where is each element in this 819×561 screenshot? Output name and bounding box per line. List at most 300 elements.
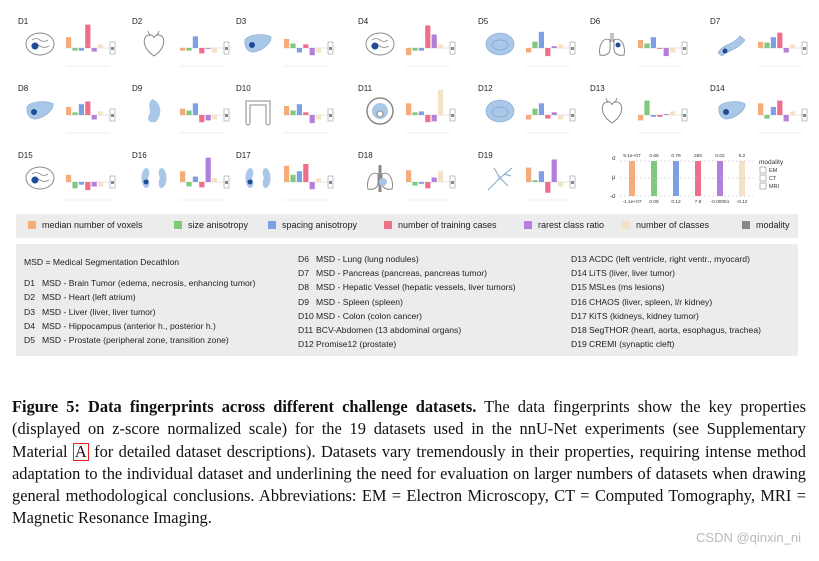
fingerprint-bars-d4 xyxy=(406,14,456,70)
modality-mark xyxy=(683,114,686,117)
bar-voxels xyxy=(180,109,185,115)
abbr-entry-d1 xyxy=(24,276,256,290)
dataset-id-label: D6 xyxy=(590,17,601,26)
brain-icon xyxy=(24,162,56,194)
figure-panel xyxy=(14,4,801,384)
abbr-id: D9 xyxy=(298,296,309,307)
modality-mark xyxy=(111,114,114,117)
bar-classes xyxy=(98,111,103,115)
bar-classes xyxy=(438,90,443,115)
bar-classes xyxy=(98,182,103,187)
abbr-id: D4 xyxy=(24,320,35,331)
bar-classes xyxy=(212,48,217,53)
bar-spacing xyxy=(539,171,544,182)
bar-training xyxy=(85,182,90,190)
modality-mark xyxy=(111,181,114,184)
modality-mark xyxy=(571,114,574,117)
bar-anisotropy xyxy=(532,109,537,115)
key-top-label: 9.1e+07 xyxy=(623,154,641,159)
bar-spacing xyxy=(539,103,544,115)
bar-voxels xyxy=(66,107,71,115)
bar-spacing xyxy=(297,104,302,115)
modality-mark xyxy=(683,47,686,50)
bar-voxels xyxy=(66,37,71,48)
abbr-text: ACDC (left ventricle, right ventr., myocard) xyxy=(589,254,750,264)
bar-rarest xyxy=(552,160,557,183)
abbr-text: CHAOS (liver, spleen, l/r kidney) xyxy=(589,296,713,307)
dataset-id-label: D11 xyxy=(358,84,373,93)
abbr-entry-d19 xyxy=(571,337,761,351)
abbr-id: D13 xyxy=(571,254,587,264)
bar-classes xyxy=(670,48,675,53)
bar-anisotropy xyxy=(290,175,295,182)
key-bottom-label: 0.12 xyxy=(671,200,681,205)
dataset-cell-d15 xyxy=(14,144,122,206)
fingerprint-bars-d12 xyxy=(526,81,576,137)
bar-rarest xyxy=(664,48,669,56)
key-top-label: 0.79 xyxy=(671,154,681,159)
legend-item-classes xyxy=(622,220,709,230)
heart-icon xyxy=(596,95,628,127)
dataset-cell-d10 xyxy=(232,77,340,139)
abbr-text: MSD - Heart (left atrium) xyxy=(42,292,136,303)
key-y-mu: μ xyxy=(612,175,616,181)
dataset-id-label: D18 xyxy=(358,151,373,160)
dataset-id-label: D10 xyxy=(236,84,251,93)
modality-mark xyxy=(451,181,454,184)
bar-spacing xyxy=(297,48,302,53)
key-bottom-label: 0.08 xyxy=(649,200,659,205)
dataset-cell-d5 xyxy=(474,10,582,72)
key-bottom-label: 7.8 xyxy=(694,200,702,205)
abbr-entry-d7 xyxy=(298,266,516,280)
bar-spacing xyxy=(651,37,656,48)
caption-text-2: for detailed dataset descriptions). Datasets vary tremendously in their properties, requiring intense method adaptation to the individual dataset and underlining the need for evaluation on larger numbers of datasets when drawing general methodological conclusions. Abbreviations: EM = Electron Microscopy, CT = Computed Tomography, MRI = Magnetic Resonance Imaging. xyxy=(12,441,806,528)
dataset-id-label: D8 xyxy=(18,84,29,93)
fingerprint-bars-d3 xyxy=(284,14,334,70)
dataset-cell-d1 xyxy=(14,10,122,72)
supplementary-ref-link[interactable]: A xyxy=(74,441,87,461)
dataset-cell-d9 xyxy=(128,77,236,139)
dataset-id-label: D13 xyxy=(590,84,605,93)
abbr-column-1 xyxy=(24,252,256,347)
abbr-entry-d10 xyxy=(298,309,516,323)
dataset-cell-d4 xyxy=(354,10,462,72)
dataset-cell-d12 xyxy=(474,77,582,139)
bar-training xyxy=(199,48,204,53)
bar-training xyxy=(545,48,550,56)
dataset-cell-d17 xyxy=(232,144,340,206)
bar-classes xyxy=(316,178,321,182)
key-bottom-label: -0.12 xyxy=(736,200,748,205)
bar-spacing xyxy=(771,107,776,115)
legend-item-rarest xyxy=(524,220,604,230)
bar-voxels xyxy=(284,106,289,115)
abbr-text: KiTS (kidneys, kidney tumor) xyxy=(589,310,699,321)
abbr-id: D11 xyxy=(298,325,314,336)
abbr-text: SegTHOR (heart, aorta, esophagus, trachea) xyxy=(589,325,761,336)
dataset-id-label: D7 xyxy=(710,17,721,26)
abbr-id: D6 xyxy=(298,254,309,264)
key-y-minus-sigma: -σ xyxy=(610,194,616,200)
bar-anisotropy xyxy=(290,44,295,49)
bar-rarest xyxy=(784,48,789,53)
abbr-entry-d6 xyxy=(298,252,516,266)
bar-spacing xyxy=(193,103,198,115)
bar-voxels xyxy=(758,103,763,115)
dataset-id-label: D16 xyxy=(132,151,147,160)
modality-mark xyxy=(329,181,332,184)
bar-anisotropy xyxy=(186,48,191,51)
bar-rarest xyxy=(310,182,315,189)
abbr-id: D3 xyxy=(24,306,35,317)
abbr-text: MSD - Colon (colon cancer) xyxy=(316,310,423,321)
key-bar-classes xyxy=(739,161,745,196)
bar-spacing xyxy=(651,115,656,117)
bar-anisotropy xyxy=(72,112,77,115)
abbr-text: MSD - Hippocampus (anterior h., posterior h.) xyxy=(42,320,216,331)
bar-rarest xyxy=(206,48,211,49)
bar-training xyxy=(545,115,550,119)
dataset-cell-d14 xyxy=(706,77,814,139)
dataset-cell-d18 xyxy=(354,144,462,206)
bar-classes xyxy=(438,44,443,48)
legend-swatch xyxy=(384,221,392,229)
abbr-id: D5 xyxy=(24,335,35,346)
bar-voxels xyxy=(638,115,643,120)
dataset-cell-d16 xyxy=(128,144,236,206)
dataset-cell-d19 xyxy=(474,144,582,206)
bar-voxels xyxy=(66,175,71,182)
key-top-label: 5.2 xyxy=(738,154,746,159)
bar-spacing xyxy=(79,182,84,185)
abbr-text: MSD - Prostate (peripheral zone, transition zone) xyxy=(42,335,229,346)
bar-anisotropy xyxy=(72,48,77,51)
fingerprint-bars-d9 xyxy=(180,81,230,137)
abbr-id: D14 xyxy=(571,268,587,279)
fingerprint-bars-d11 xyxy=(406,81,456,137)
abbr-text: MSD - Hepatic Vessel (hepatic vessels, liver tumors) xyxy=(316,282,516,293)
abbr-entry-d11 xyxy=(298,323,516,337)
caption-label: Figure 5: xyxy=(12,397,80,416)
bar-classes xyxy=(316,115,321,120)
fingerprint-bars-d10 xyxy=(284,81,334,137)
bar-training xyxy=(425,182,430,188)
fingerprint-bars-d7 xyxy=(758,14,808,70)
dataset-cell-d13 xyxy=(586,77,694,139)
key-modality-box xyxy=(760,175,766,181)
bar-rarest xyxy=(92,182,97,187)
bar-training xyxy=(303,112,308,115)
bar-anisotropy xyxy=(532,42,537,48)
abbr-id: D15 xyxy=(571,282,587,293)
abbr-id: D1 xyxy=(24,278,35,289)
abbr-entry-d3 xyxy=(24,305,256,319)
abbr-text: LiTS (liver, liver tumor) xyxy=(589,268,675,279)
abbr-text: MSD - Brain Tumor (edema, necrosis, enhancing tumor) xyxy=(42,278,256,289)
modality-mark xyxy=(111,47,114,50)
abbr-id: D16 xyxy=(571,296,587,307)
abbr-text: BCV-Abdomen (13 abdominal organs) xyxy=(316,325,462,336)
abbr-text: MSD - Lung (lung nodules) xyxy=(316,254,419,264)
legend-item-modality xyxy=(742,220,790,230)
bar-training xyxy=(777,33,782,48)
dataset-cell-d3 xyxy=(232,10,340,72)
abbr-entry-d14 xyxy=(571,266,761,280)
abbr-entry-d12 xyxy=(298,337,516,351)
thorax-icon xyxy=(364,162,396,194)
bar-spacing xyxy=(771,37,776,48)
caption-text-1: The data fingerprints show the key properties (displayed on z-score normalized scale) for the 19 datasets used in the nnU-Net experiments (see Supplementary Material xyxy=(12,397,806,461)
legend-label: number of training cases xyxy=(398,220,497,230)
key-chart xyxy=(608,148,798,206)
key-modality-title: modality xyxy=(759,159,784,166)
abbr-id: D19 xyxy=(571,339,587,350)
fingerprint-bars-d8 xyxy=(66,81,116,137)
bar-voxels xyxy=(284,39,289,48)
dataset-cell-d11 xyxy=(354,77,462,139)
abbr-entry-d4 xyxy=(24,319,256,333)
bar-anisotropy xyxy=(412,182,417,186)
fingerprint-bars-d15 xyxy=(66,148,116,204)
dataset-cell-d8 xyxy=(14,77,122,139)
abbr-entry-d17 xyxy=(571,309,761,323)
abbr-id: D12 xyxy=(298,339,314,350)
bar-rarest xyxy=(310,48,315,55)
bar-anisotropy xyxy=(186,111,191,116)
abbr-id: D18 xyxy=(571,325,587,336)
key-top-label: 0.02 xyxy=(715,154,725,159)
bar-training xyxy=(545,182,550,193)
key-modality-box xyxy=(760,183,766,189)
abbr-id: D7 xyxy=(298,268,309,279)
bar-training xyxy=(425,115,430,122)
bar-training xyxy=(777,101,782,115)
bar-rarest xyxy=(92,115,97,120)
abbr-entry-d2 xyxy=(24,290,256,304)
brain-icon xyxy=(364,28,396,60)
liver-icon xyxy=(242,28,274,60)
key-bottom-label: -1.1e+07 xyxy=(622,200,642,205)
bar-voxels xyxy=(526,168,531,182)
dataset-id-label: D2 xyxy=(132,17,143,26)
legend-item-voxels xyxy=(28,220,143,230)
watermark: CSDN @qinxin_ni xyxy=(696,530,801,545)
abbr-entry-d5 xyxy=(24,333,256,347)
modality-mark xyxy=(451,47,454,50)
brain-icon xyxy=(24,28,56,60)
abbr-id: D10 xyxy=(298,310,314,321)
key-y-sigma: σ xyxy=(612,156,616,162)
caption-title: Data fingerprints across different challenge datasets. xyxy=(88,397,477,416)
bar-classes xyxy=(670,111,675,115)
key-bar-anisotropy xyxy=(651,161,657,196)
bar-voxels xyxy=(406,103,411,115)
modality-mark xyxy=(329,47,332,50)
abbr-entry-d18 xyxy=(571,323,761,337)
bar-classes xyxy=(790,44,795,48)
msd-note: MSD = Medical Segmentation Decathlon xyxy=(24,257,180,267)
abbr-entry-d16 xyxy=(571,295,761,309)
bar-anisotropy xyxy=(290,111,295,116)
color-legend xyxy=(16,214,798,238)
colon-icon xyxy=(242,95,274,127)
bar-spacing xyxy=(419,111,424,115)
bar-rarest xyxy=(432,35,437,49)
bar-rarest xyxy=(552,46,557,48)
bar-classes xyxy=(212,115,217,120)
bar-rarest xyxy=(92,48,97,52)
kidney-icon xyxy=(242,162,274,194)
fingerprint-bars-d17 xyxy=(284,148,334,204)
bar-rarest xyxy=(784,115,789,121)
fingerprint-bars-d6 xyxy=(638,14,688,70)
bar-anisotropy xyxy=(412,48,417,51)
dataset-id-label: D9 xyxy=(132,84,143,93)
bar-spacing xyxy=(419,182,424,184)
dataset-id-label: D19 xyxy=(478,151,493,160)
modality-mark xyxy=(225,181,228,184)
bar-classes xyxy=(558,115,563,120)
abbr-entry-d8 xyxy=(298,280,516,294)
key-bar-voxels xyxy=(629,161,635,196)
dataset-id-label: D15 xyxy=(18,151,33,160)
key-bar-rarest xyxy=(717,161,723,196)
abbr-column-3 xyxy=(571,252,761,351)
abbr-entry-d13 xyxy=(571,252,761,266)
bar-rarest xyxy=(432,178,437,183)
prostate-icon xyxy=(484,95,516,127)
key-bottom-label: -0.00051 xyxy=(710,200,730,205)
fingerprint-bars-d14 xyxy=(758,81,808,137)
fingerprint-bars-d2 xyxy=(180,14,230,70)
bar-rarest xyxy=(206,158,211,182)
modality-mark xyxy=(571,181,574,184)
bar-voxels xyxy=(284,166,289,182)
key-modality-label: MRI xyxy=(769,184,780,190)
abbreviations-box xyxy=(16,244,798,356)
legend-label: number of classes xyxy=(636,220,710,230)
bar-spacing xyxy=(193,177,198,182)
fingerprint-bars-d16 xyxy=(180,148,230,204)
dataset-cell-d6 xyxy=(586,10,694,72)
abbr-text: CREMI (synaptic cleft) xyxy=(589,339,675,350)
key-modality-label: CT xyxy=(769,176,777,182)
bar-anisotropy xyxy=(186,182,191,187)
bar-classes xyxy=(558,182,563,187)
abbr-column-2 xyxy=(298,252,516,351)
modality-mark xyxy=(451,114,454,117)
bar-classes xyxy=(212,178,217,182)
abbr-entry-d9 xyxy=(298,295,516,309)
key-modality-label: EM xyxy=(769,168,778,174)
key-bar-spacing xyxy=(673,161,679,196)
bar-spacing xyxy=(79,104,84,115)
dataset-id-label: D14 xyxy=(710,84,725,93)
bar-voxels xyxy=(180,48,185,51)
fingerprint-bars-d13 xyxy=(638,81,688,137)
legend-label: median number of voxels xyxy=(42,220,143,230)
dataset-id-label: D1 xyxy=(18,17,29,26)
bar-voxels xyxy=(180,171,185,182)
bar-anisotropy xyxy=(644,44,649,49)
bar-spacing xyxy=(539,32,544,48)
dataset-id-label: D3 xyxy=(236,17,247,26)
bar-classes xyxy=(790,111,795,115)
spleen-icon xyxy=(138,95,170,127)
legend-swatch xyxy=(524,221,532,229)
bar-anisotropy xyxy=(644,101,649,115)
dataset-id-label: D17 xyxy=(236,151,251,160)
modality-mark xyxy=(225,114,228,117)
abbr-text: MSD - Spleen (spleen) xyxy=(316,296,403,307)
abbr-text: MSD - Pancreas (pancreas, pancreas tumor) xyxy=(316,268,487,279)
key-bar-training xyxy=(695,161,701,196)
dataset-id-label: D5 xyxy=(478,17,489,26)
legend-swatch xyxy=(268,221,276,229)
modality-mark xyxy=(571,47,574,50)
bar-spacing xyxy=(419,48,424,51)
liver-icon xyxy=(716,95,748,127)
bar-voxels xyxy=(526,48,531,53)
modality-mark xyxy=(803,114,806,117)
bar-training xyxy=(303,164,308,182)
bar-classes xyxy=(558,44,563,48)
legend-label: size anisotropy xyxy=(188,220,249,230)
fingerprint-bars-d5 xyxy=(526,14,576,70)
bar-voxels xyxy=(758,42,763,48)
lung-icon xyxy=(596,28,628,60)
fingerprint-bars-d19 xyxy=(526,148,576,204)
key-modality-box xyxy=(760,167,766,173)
bar-training xyxy=(85,102,90,116)
bar-spacing xyxy=(193,36,198,48)
bar-spacing xyxy=(297,171,302,182)
bar-voxels xyxy=(526,115,531,120)
bar-anisotropy xyxy=(412,112,417,115)
bar-anisotropy xyxy=(764,43,769,48)
bar-training xyxy=(657,115,662,117)
bar-rarest xyxy=(552,112,557,115)
abbr-id: D2 xyxy=(24,292,35,303)
legend-swatch xyxy=(174,221,182,229)
figure-caption xyxy=(12,396,806,530)
legend-swatch xyxy=(28,221,36,229)
bar-anisotropy xyxy=(72,182,77,188)
fingerprint-bars-d18 xyxy=(406,148,456,204)
synapse-icon xyxy=(484,162,516,194)
bar-rarest xyxy=(432,115,437,121)
legend-item-training xyxy=(384,220,497,230)
fingerprint-bars-d1 xyxy=(66,14,116,70)
bar-training xyxy=(85,25,90,48)
modality-mark xyxy=(329,114,332,117)
bar-classes xyxy=(98,44,103,48)
bar-classes xyxy=(316,48,321,53)
bar-training xyxy=(199,182,204,187)
abbr-text: MSLes (ms lesions) xyxy=(589,282,665,293)
abbr-id: D17 xyxy=(571,310,587,321)
prostate-icon xyxy=(484,28,516,60)
modality-mark xyxy=(225,47,228,50)
dataset-id-label: D12 xyxy=(478,84,493,93)
bar-anisotropy xyxy=(532,180,537,182)
bar-classes xyxy=(438,171,443,182)
bar-voxels xyxy=(638,40,643,48)
abbr-text: MSD - Liver (liver, liver tumor) xyxy=(42,306,156,317)
abbr-id: D8 xyxy=(298,282,309,293)
legend-label: modality xyxy=(756,220,790,230)
